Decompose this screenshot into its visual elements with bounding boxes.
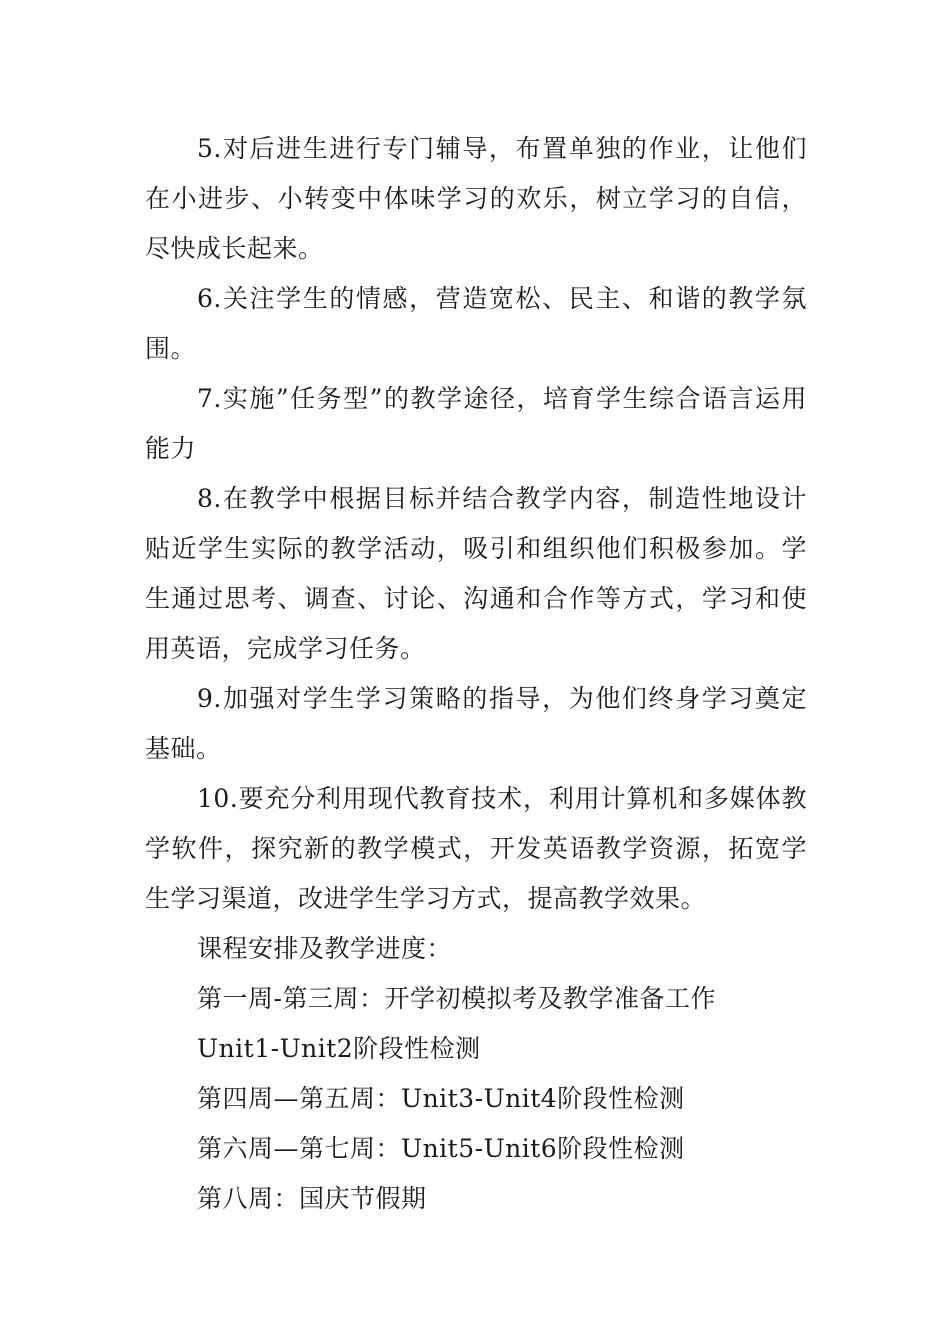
- paragraph-item-8: 8.在教学中根据目标并结合教学内容，制造性地设计贴近学生实际的教学活动，吸引和组织他们积极参加。学生通过思考、调查、讨论、沟通和合作等方式，学习和使用英语，完成学习任务。: [145, 484, 807, 663]
- paragraph-item-7: 7.实施”任务型”的教学途径，培育学生综合语言运用能力: [145, 384, 807, 463]
- paragraph-item-9: 9.加强对学生学习策略的指导，为他们终身学习奠定基础。: [145, 684, 807, 763]
- schedule-heading: 课程安排及教学进度：: [197, 934, 453, 963]
- schedule-item: 第六周—第七周：Unit5-Unit6阶段性检测: [197, 1134, 685, 1163]
- paragraph-item-10: 10.要充分利用现代教育技术，利用计算机和多媒体教学软件，探究新的教学模式，开发英语教学资源，拓宽学生学习渠道，改进学生学习方式，提高教学效果。: [145, 784, 807, 913]
- paragraph-item-6: 6.关注学生的情感，营造宽松、民主、和谐的教学氛围。: [145, 284, 807, 363]
- document-body: [145, 124, 807, 1224]
- schedule-item: 第一周-第三周：开学初模拟考及教学准备工作: [197, 984, 716, 1013]
- paragraph-item-5: 5.对后进生进行专门辅导，布置单独的作业，让他们在小进步、小转变中体味学习的欢乐，树立学习的自信，尽快成长起来。: [145, 134, 807, 263]
- schedule-item: 第八周：国庆节假期: [197, 1184, 427, 1213]
- schedule-item: Unit1-Unit2阶段性检测: [197, 1034, 481, 1063]
- schedule-item: 第四周—第五周：Unit3-Unit4阶段性检测: [197, 1084, 685, 1113]
